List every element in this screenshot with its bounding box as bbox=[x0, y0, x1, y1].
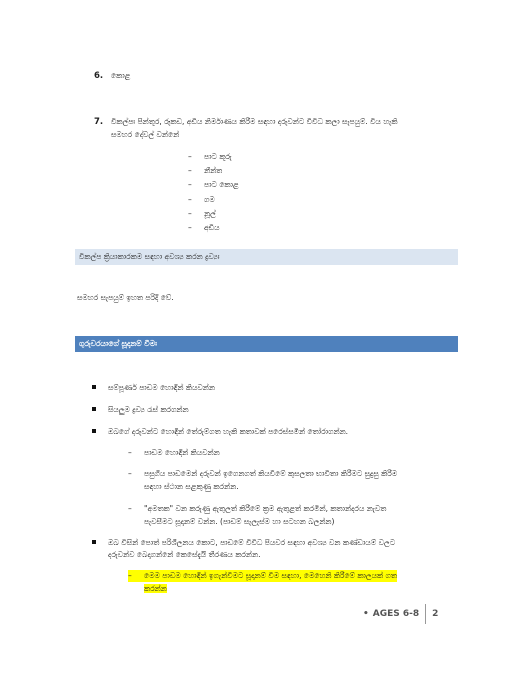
list-item-6-text: කොළ bbox=[111, 71, 131, 80]
list-number-6: 6. bbox=[94, 71, 104, 81]
bullet-square-icon bbox=[92, 407, 96, 411]
supply-item: – ගම bbox=[188, 195, 215, 204]
prep-bullet: සියලුම ද්‍රව්‍ය රැස් කරගන්න bbox=[92, 404, 189, 415]
list-number-7: 7. bbox=[94, 117, 104, 127]
prep-sub-item: – "අමතක" වන කරුණු ඇතුලත් කිරීමේ ක්‍රම ඇතුළත් කරමින්, කතාන්දරය නැවත bbox=[128, 504, 387, 513]
supply-item: – නූල් bbox=[188, 209, 216, 218]
footer-label: AGES 6-8 bbox=[372, 609, 420, 619]
prep-sub-item: – පාඩම හොඳින් කියවන්න bbox=[128, 448, 220, 457]
page-footer bbox=[363, 604, 463, 624]
supply-item: – නීන්ත bbox=[188, 166, 223, 175]
list-item-7-line1: විකල්පඃ පින්තූර, රූකඩ, අඩිය නිර්මාණය කිරීම සඳහා දරුවන්ට විවිධ කලා සැපයුම්. විය හැකි bbox=[111, 117, 398, 126]
alt-materials-heading: විකල්ප ක්‍රියාකාරකම සඳහා අවශ්‍ය කරන ද්‍රව්‍යඃ bbox=[75, 249, 458, 265]
page-number: 2 bbox=[432, 609, 439, 619]
prep-bullet-cont: දරුවන්ව බෙදාගන්නේ කෙසේදැයි තීරණය කරන්න. bbox=[108, 550, 261, 559]
prep-bullet: ඔබගේ දරුවන්ට හොඳින් තේරුම්ගත හැකි කතාවක් පරෙස්සමින් තෝරාගන්න. bbox=[92, 426, 348, 437]
footer-divider bbox=[425, 604, 426, 624]
list-item-7-line2: සමහර දේවල් වන්නේ bbox=[111, 130, 180, 139]
prep-sub-item: – පසුගිය පාඩමෙන් දරුවන් ඉගෙනගත් කියවීමේ කුසලතා භාවිතා කිරීමට සුදුසු කිරීම bbox=[128, 469, 398, 478]
prep-bullet: සම්පූර්ණ පාඩම හොඳින් කියවන්න bbox=[92, 382, 215, 393]
supply-item: – පාට කොළ bbox=[188, 180, 239, 189]
teacher-prep-heading: ගුරුවරයාගේ සූදානම් වීමඃ bbox=[75, 336, 458, 352]
bullet-square-icon bbox=[92, 385, 96, 389]
prep-highlight-cont: කරන්න bbox=[144, 584, 167, 593]
prep-sub-item-cont: පැවසීමට සූදානම් වන්න. (පාඩම් සැලැස්ම හා සටහන බලන්න) bbox=[144, 517, 335, 526]
footer-bullet-icon: • bbox=[363, 609, 369, 619]
alt-materials-text: සමහර සැපයුම් ඉහත පරිදි වේ. bbox=[77, 293, 174, 302]
bullet-square-icon bbox=[92, 540, 96, 544]
prep-highlight-item: – මෙම පාඩම හොඳින් ඉගැන්වීමට සූදානම් වීම සඳහා, මෙහෙනි කිරීමේ කාලයක් ගත bbox=[128, 571, 397, 580]
supply-item: – අඩිය bbox=[188, 223, 220, 232]
supply-item: – පාට කූරු bbox=[188, 152, 232, 161]
prep-sub-item-cont: සඳහා ස්ථාන සළකුණු කරන්න. bbox=[144, 482, 239, 491]
bullet-square-icon bbox=[92, 429, 96, 433]
prep-bullet: ඔබ විසින් පොත් පරිශීලනය කොට, පාඩමේ විවිධ පියවර සඳහා අවශ්‍ය වන කණ්ඩායම් වලට bbox=[92, 537, 395, 548]
